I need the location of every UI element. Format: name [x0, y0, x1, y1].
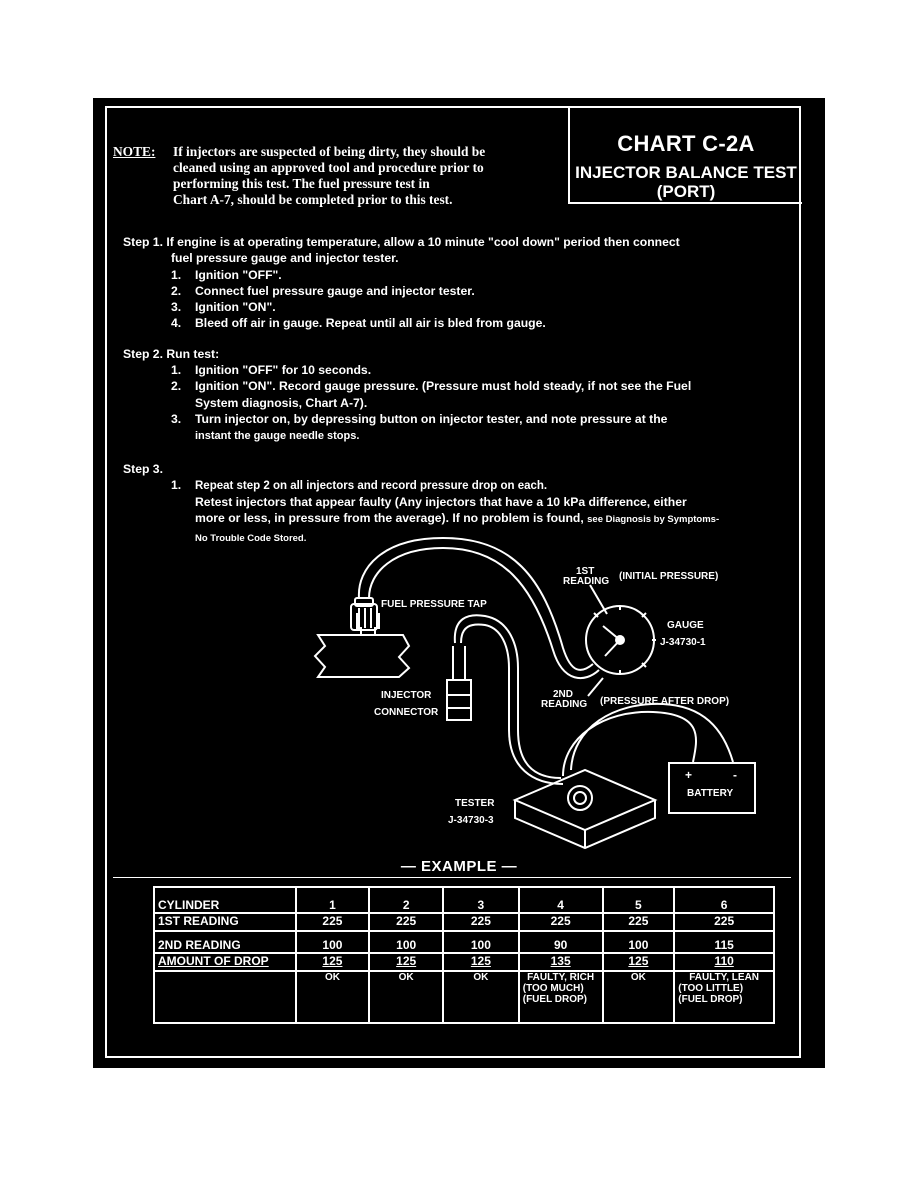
label-tester: TESTER — [455, 798, 495, 809]
chart-title: CHART C-2A — [617, 131, 755, 156]
item-number: 3. — [171, 411, 182, 426]
item-text: Bleed off air in gauge. Repeat until all air is bled from gauge. — [195, 316, 546, 331]
table-cell: 225 — [443, 913, 519, 931]
status-line: (TOO LITTLE) — [678, 983, 744, 994]
table-row-status — [154, 971, 774, 1023]
battery-cables — [563, 704, 733, 776]
fuel-hose-inner — [369, 548, 599, 678]
chart-subtitle-line1: INJECTOR BALANCE TEST — [575, 163, 797, 182]
item-text: Ignition "ON". — [195, 300, 276, 315]
item-number: 2. — [171, 379, 182, 394]
table-cell: 6 — [674, 887, 774, 913]
table-cell: 225 — [674, 913, 774, 931]
label-gauge: GAUGE — [667, 620, 704, 631]
row-label: CYLINDER — [154, 887, 296, 913]
item-text: Ignition "OFF" for 10 seconds. — [195, 363, 372, 378]
status-line: FAULTY, LEAN — [689, 972, 760, 983]
table-cell: 110 — [674, 953, 774, 971]
row-label: 1ST READING — [154, 913, 296, 931]
battery-minus: - — [733, 768, 737, 782]
table-cell: 125 — [603, 953, 675, 971]
row-label: AMOUNT OF DROP — [154, 953, 296, 971]
fuel-rail — [315, 635, 409, 677]
table-cell: 90 — [519, 931, 603, 953]
label-pressure-after-drop: (PRESSURE AFTER DROP) — [600, 696, 730, 707]
table-row — [154, 953, 774, 971]
label-injector: INJECTOR — [381, 690, 432, 701]
item-line: Turn injector on, by depressing button on injector tester, and note pressure at the — [195, 411, 668, 426]
chart-subtitle-line2: (PORT) — [656, 182, 716, 201]
injector-connector-body — [447, 680, 471, 720]
item-number: 1. — [171, 477, 182, 492]
table-cell: 125 — [443, 953, 519, 971]
table-cell: 115 — [674, 931, 774, 953]
label-tester-part: J-34730-3 — [448, 815, 494, 826]
item-line: more or less, in pressure from the average). If no problem is found, — [195, 511, 584, 526]
label-1st-reading: READING — [563, 576, 610, 587]
item-number: 2. — [171, 283, 182, 298]
step3-heading: Step 3. — [123, 461, 163, 476]
item-line: Ignition "ON". Record gauge pressure. (Pressure must hold steady, if not see the Fuel — [195, 379, 692, 394]
note-line: performing this test. The fuel pressure test in — [173, 176, 430, 191]
table-cell: 125 — [369, 953, 443, 971]
status-cell: OK — [296, 971, 370, 1023]
status-cell: OK — [443, 971, 519, 1023]
table-cell: 135 — [519, 953, 603, 971]
status-line: FAULTY, RICH — [527, 972, 595, 983]
label-gauge-part: J-34730-1 — [660, 637, 706, 648]
item-line: Retest injectors that appear faulty (Any injectors that have a 10 kPa difference, either — [195, 495, 687, 510]
item-line-small: No Trouble Code Stored. — [195, 532, 307, 544]
status-cell: OK — [603, 971, 675, 1023]
table-cell: 125 — [296, 953, 370, 971]
label-fuel-pressure-tap: FUEL PRESSURE TAP — [381, 599, 487, 610]
status-cell — [519, 971, 603, 1023]
row-label: 2ND READING — [154, 931, 296, 953]
status-cell: OK — [369, 971, 443, 1023]
item-line: Repeat step 2 on all injectors and record pressure drop on each. — [195, 479, 548, 492]
status-line: (FUEL DROP) — [522, 994, 587, 1005]
battery-plus: + — [685, 768, 693, 782]
example-title: — EXAMPLE — — [400, 858, 518, 875]
step1-continued: fuel pressure gauge and injector tester. — [171, 251, 399, 266]
item-number: 4. — [171, 316, 182, 331]
item-number: 1. — [171, 267, 182, 282]
table-cell: 4 — [519, 887, 603, 913]
note-line: cleaned using an approved tool and procedure prior to — [173, 160, 484, 175]
item-text: Ignition "OFF". — [195, 267, 282, 282]
table-row — [154, 887, 774, 913]
table-cell: 3 — [443, 887, 519, 913]
test-setup-diagram — [93, 98, 825, 858]
fuel-tap-stem — [357, 613, 379, 635]
table-cell: 225 — [369, 913, 443, 931]
item-number: 1. — [171, 363, 182, 378]
status-line: (TOO MUCH) — [522, 983, 584, 994]
injector-connector-neck — [453, 646, 465, 680]
step1-heading: Step 1. If engine is at operating temperature, allow a 10 minute "cool down" period then connect — [123, 235, 680, 249]
table-cell: 100 — [603, 931, 675, 953]
table-cell: 2 — [369, 887, 443, 913]
item-line: System diagnosis, Chart A-7). — [195, 395, 368, 410]
item-line: instant the gauge needle stops. — [195, 430, 360, 443]
label-connector: CONNECTOR — [374, 707, 439, 718]
empty-cell — [154, 971, 296, 1023]
example-table — [153, 886, 775, 1024]
note-label: NOTE: — [113, 144, 156, 159]
status-cell — [674, 971, 774, 1023]
label-2nd: 2ND — [553, 689, 574, 700]
table-cell: 225 — [296, 913, 370, 931]
label-initial-pressure: (INITIAL PRESSURE) — [619, 571, 719, 582]
note-line: If injectors are suspected of being dirty, they should be — [173, 144, 486, 159]
table-cell: 225 — [603, 913, 675, 931]
label-1st: 1ST — [576, 566, 595, 577]
table-cell: 100 — [296, 931, 370, 953]
status-line: (FUEL DROP) — [678, 994, 743, 1005]
note-line: Chart A-7, should be completed prior to this test. — [173, 192, 453, 207]
item-line-small: see Diagnosis by Symptoms- — [587, 514, 720, 526]
chart-sheet — [93, 98, 825, 1068]
step2-heading: Step 2. Run test: — [123, 346, 220, 361]
example-divider — [113, 877, 791, 878]
table-cell: 225 — [519, 913, 603, 931]
item-number: 3. — [171, 300, 182, 315]
table-cell: 100 — [369, 931, 443, 953]
table-row — [154, 913, 774, 931]
label-battery: BATTERY — [687, 788, 734, 799]
table-cell: 1 — [296, 887, 370, 913]
table-cell: 5 — [603, 887, 675, 913]
label-2nd-reading: READING — [541, 699, 588, 710]
table-cell: 100 — [443, 931, 519, 953]
item-text: Connect fuel pressure gauge and injector tester. — [195, 283, 475, 298]
table-row — [154, 931, 774, 953]
